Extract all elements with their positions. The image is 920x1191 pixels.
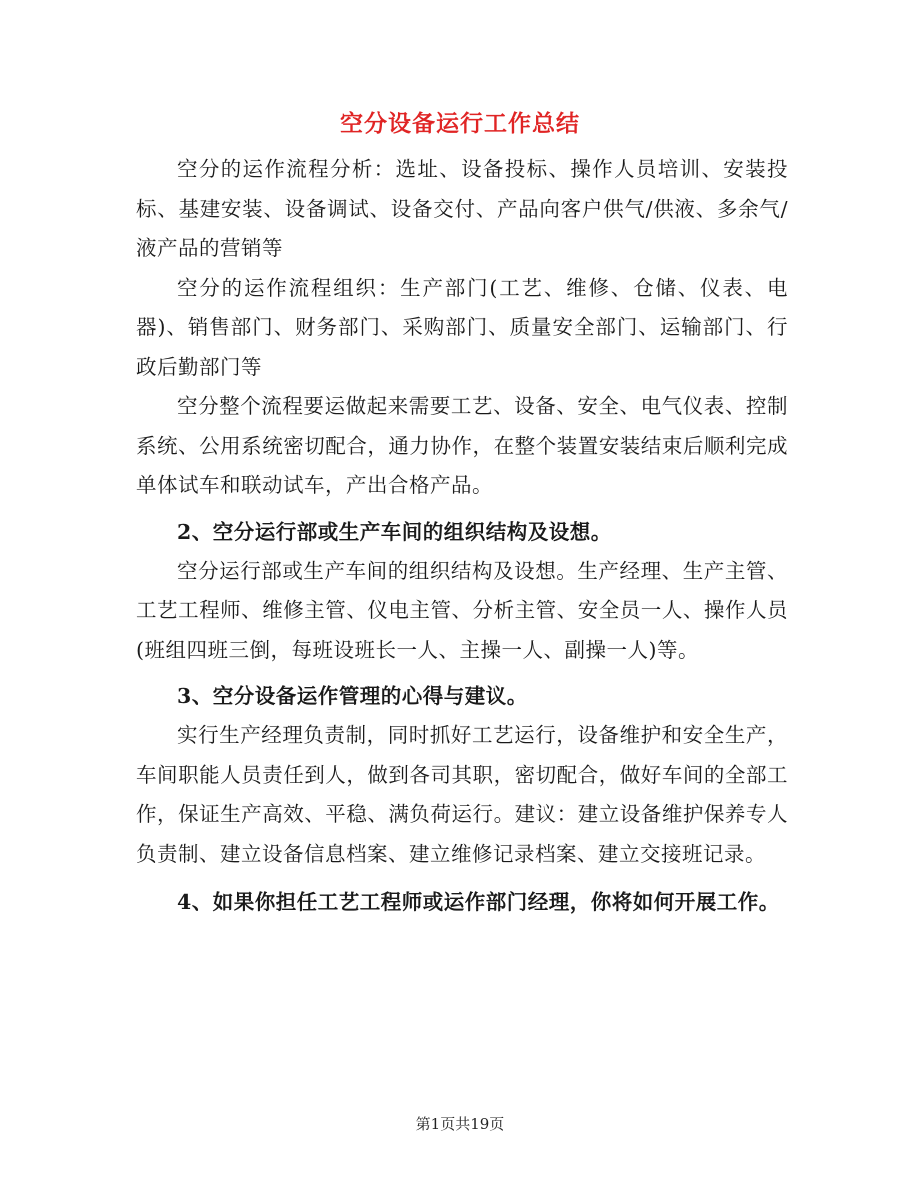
section-3-body: 实行生产经理负责制，同时抓好工艺运行，设备维护和安全生产，车间职能人员责任到人，做到各司其职，密切配合，做好车间的全部工作，保证生产高效、平稳、满负荷运行。建议：建立设备维护保养专人负责制、建立设备信息档案、建立维修记录档案、建立交接班记录。 — [136, 723, 788, 866]
section-4-heading: 4、如果你担任工艺工程师或运作部门经理，你将如何开展工作。 — [177, 890, 780, 914]
page-number-footer: 第1页共19页 — [415, 1115, 505, 1133]
section-2-body: 空分运行部或生产车间的组织结构及设想。生产经理、生产主管、工艺工程师、维修主管、仪电主管、分析主管、安全员一人、操作人员(班组四班三倒，每班设班长一人、主操一人、副操一人)等。 — [136, 558, 788, 662]
section-3-heading: 3、空分设备运作管理的心得与建议。 — [177, 684, 528, 708]
paragraph-process-coordination: 空分整个流程要运做起来需要工艺、设备、安全、电气仪表、控制系统、公用系统密切配合，通力协作，在整个装置安装结束后顺利完成单体试车和联动试车，产出合格产品。 — [136, 394, 788, 497]
section-2-heading: 2、空分运行部或生产车间的组织结构及设想。 — [177, 519, 612, 544]
document-title: 空分设备运行工作总结 — [340, 110, 580, 137]
document-body — [136, 150, 788, 922]
paragraph-process-organization: 空分的运作流程组织：生产部门(工艺、维修、仓储、仪表、电器)、销售部门、财务部门、采购部门、质量安全部门、运输部门、行政后勤部门等 — [136, 275, 788, 379]
paragraph-process-analysis: 空分的运作流程分析：选址、设备投标、操作人员培训、安装投标、基建安装、设备调试、设备交付、产品向客户供气/供液、多余气/液产品的营销等 — [136, 157, 788, 260]
